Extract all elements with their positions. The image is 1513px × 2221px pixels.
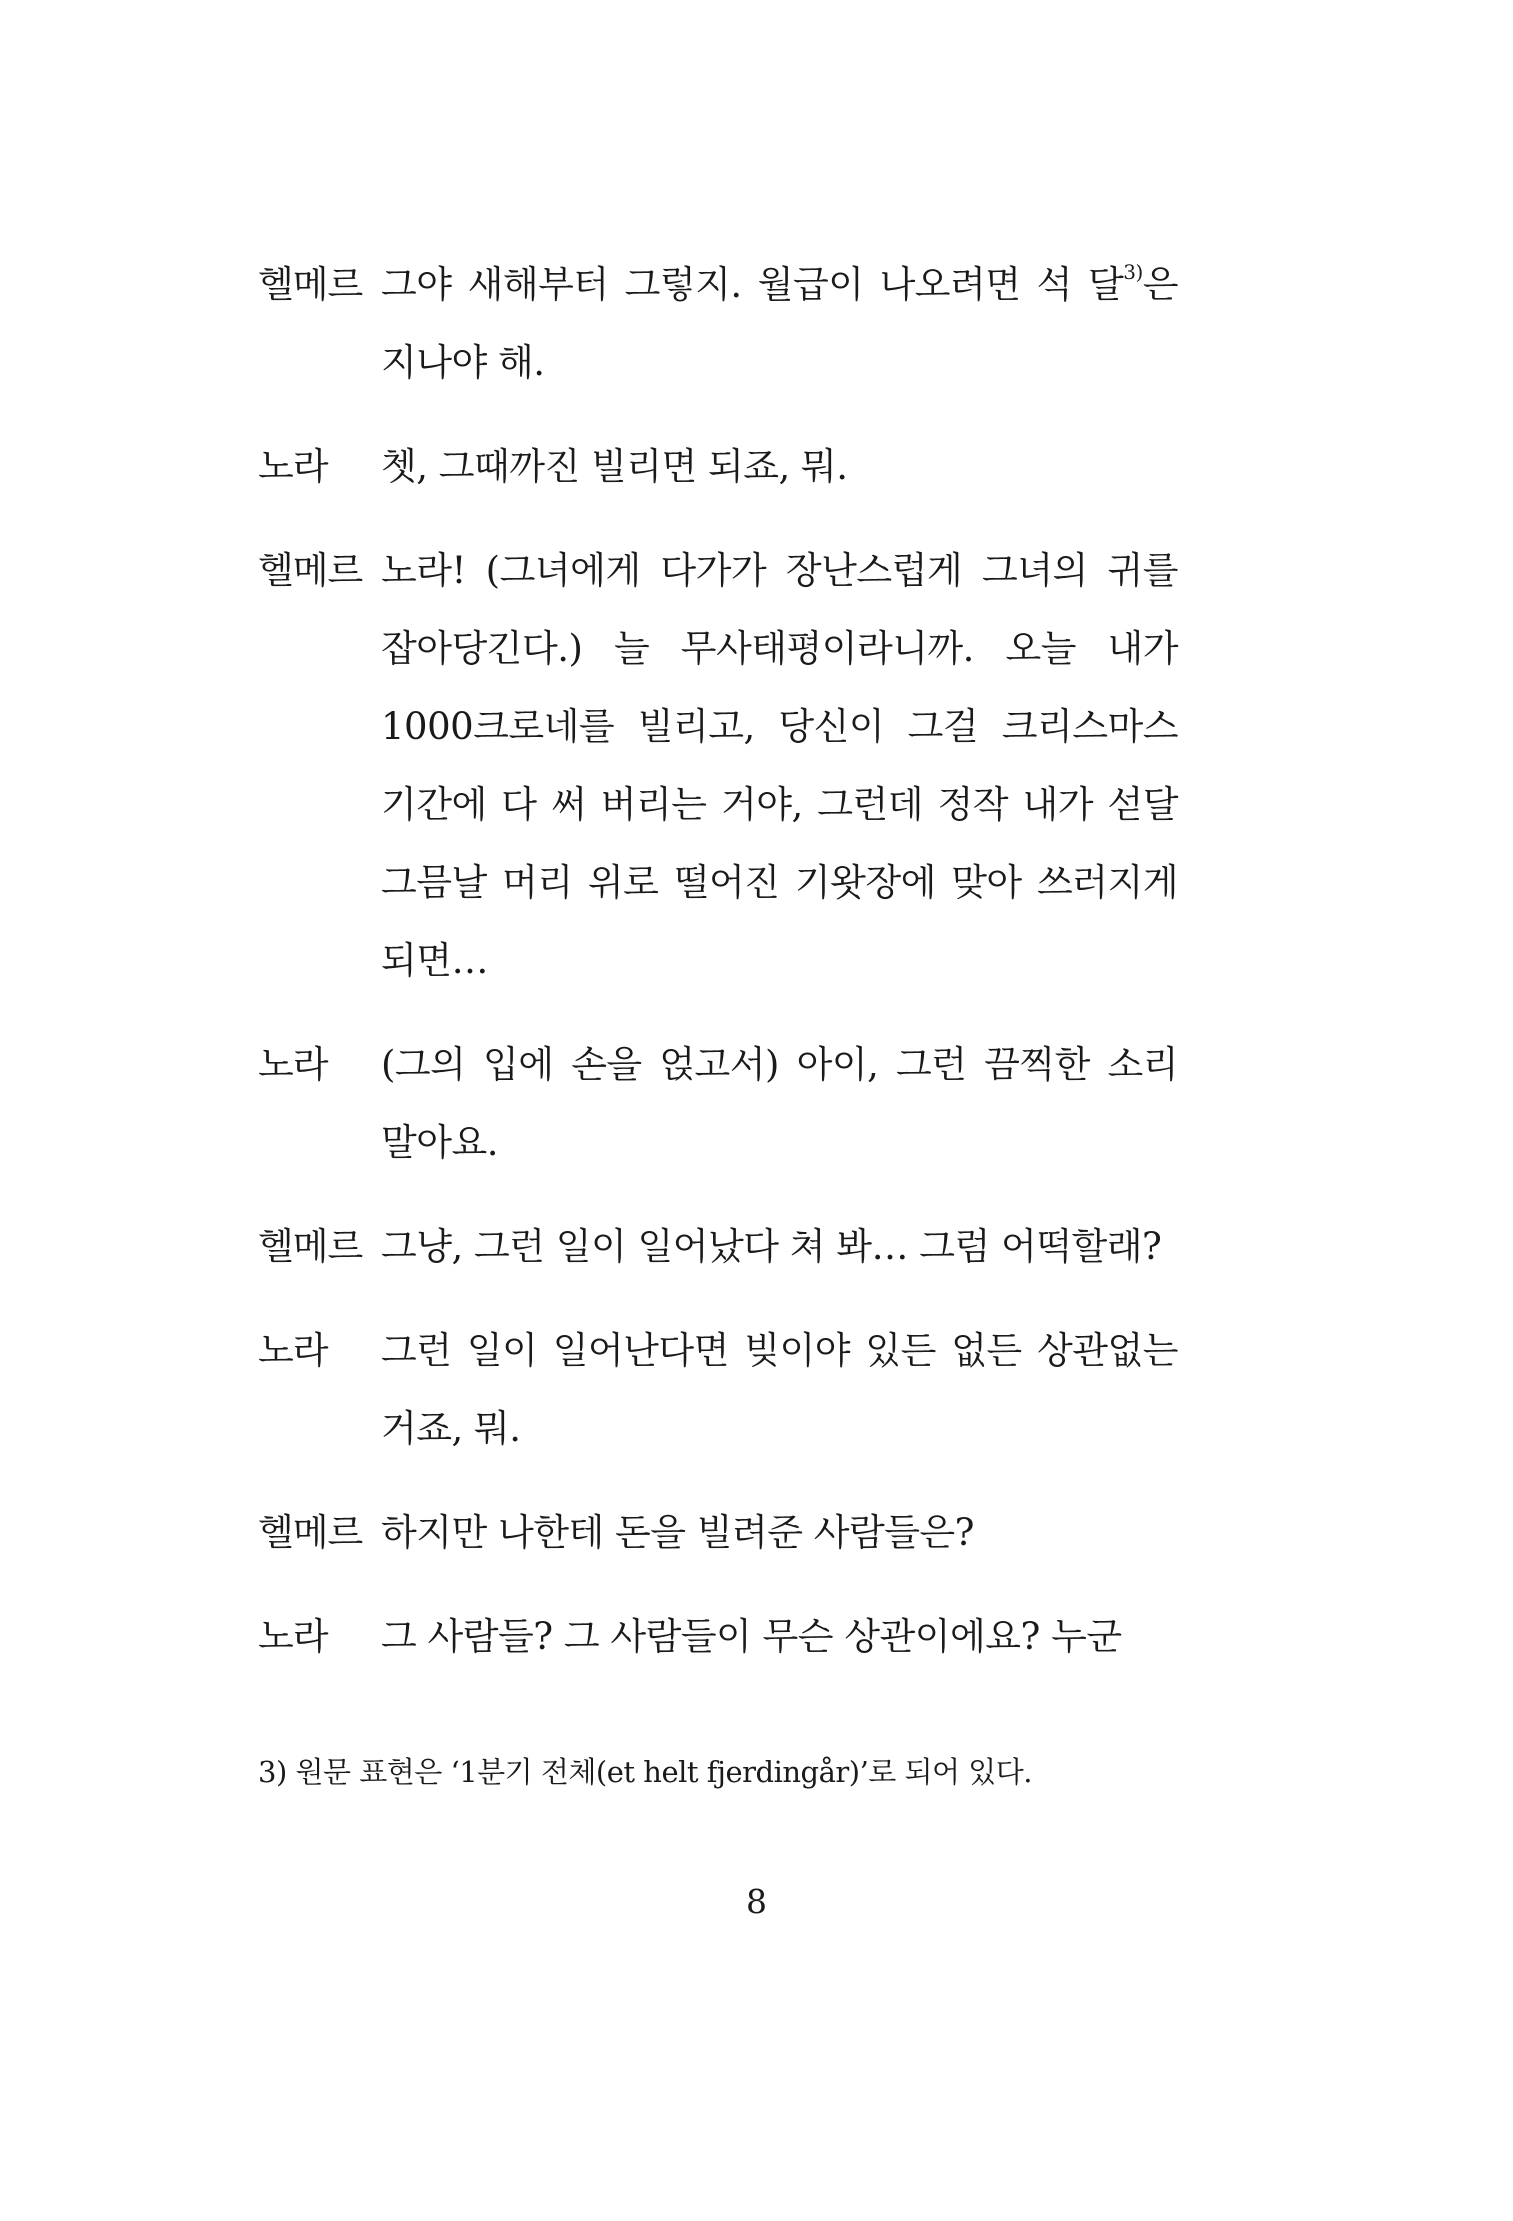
dialogue-text-continued: 은 지나야 해. (381, 263, 1178, 384)
footnote-reference[interactable]: 3) (1123, 260, 1143, 284)
dialogue-entry (258, 1598, 1178, 1676)
dialogue-line: 노라! (그녀에게 다가가 장난스럽게 그녀의 귀를 잡아당긴다.) 늘 무사태평이라니까. 오늘 내가 1000크로네를 빌리고, 당신이 그걸 크리스마스 기간에 다 써 버리는 거야, 그런데 정작 내가 섣달 그믐날 머리 위로 떨어진 기왓장에 맞아 쓰러지게 되면… (381, 549, 1178, 982)
dialogue-entry (258, 246, 1178, 402)
speaker-name: 헬메르 (258, 1225, 363, 1268)
dialogue-entry (258, 1312, 1178, 1468)
dialogue-text: 그야 새해부터 그렇지. 월급이 나오려면 석 달 (381, 263, 1124, 306)
dialogue-line: 그냥, 그런 일이 일어났다 쳐 봐… 그럼 어떡할래? (381, 1225, 1162, 1268)
dialogue-entry (258, 1494, 1178, 1572)
dialogue-entry (258, 1208, 1178, 1286)
dialogue-entry (258, 1026, 1178, 1182)
footnote: 3) 원문 표현은 ‘1분기 전체(et helt fjerdingår)’로 되어 있다. (258, 1755, 1033, 1789)
speaker-name: 노라 (258, 445, 328, 488)
dialogue-line (381, 246, 1178, 402)
script-body (258, 246, 1178, 1702)
dialogue-line: 하지만 나한테 돈을 빌려준 사람들은? (381, 1511, 975, 1554)
dialogue-line: 그 사람들? 그 사람들이 무슨 상관이에요? 누군 (381, 1615, 1122, 1658)
dialogue-entry (258, 428, 1178, 506)
page-number: 8 (746, 1882, 767, 1921)
dialogue-line: 쳇, 그때까진 빌리면 되죠, 뭐. (381, 445, 848, 488)
dialogue-line: (그의 입에 손을 얹고서) 아이, 그런 끔찍한 소리 말아요. (381, 1043, 1178, 1164)
speaker-name: 헬메르 (258, 263, 363, 306)
speaker-name: 노라 (258, 1329, 328, 1372)
dialogue-line: 그런 일이 일어난다면 빚이야 있든 없든 상관없는 거죠, 뭐. (381, 1329, 1178, 1450)
speaker-name: 노라 (258, 1043, 328, 1086)
speaker-name: 노라 (258, 1615, 328, 1658)
speaker-name: 헬메르 (258, 549, 363, 592)
speaker-name: 헬메르 (258, 1511, 363, 1554)
dialogue-entry (258, 532, 1178, 1000)
